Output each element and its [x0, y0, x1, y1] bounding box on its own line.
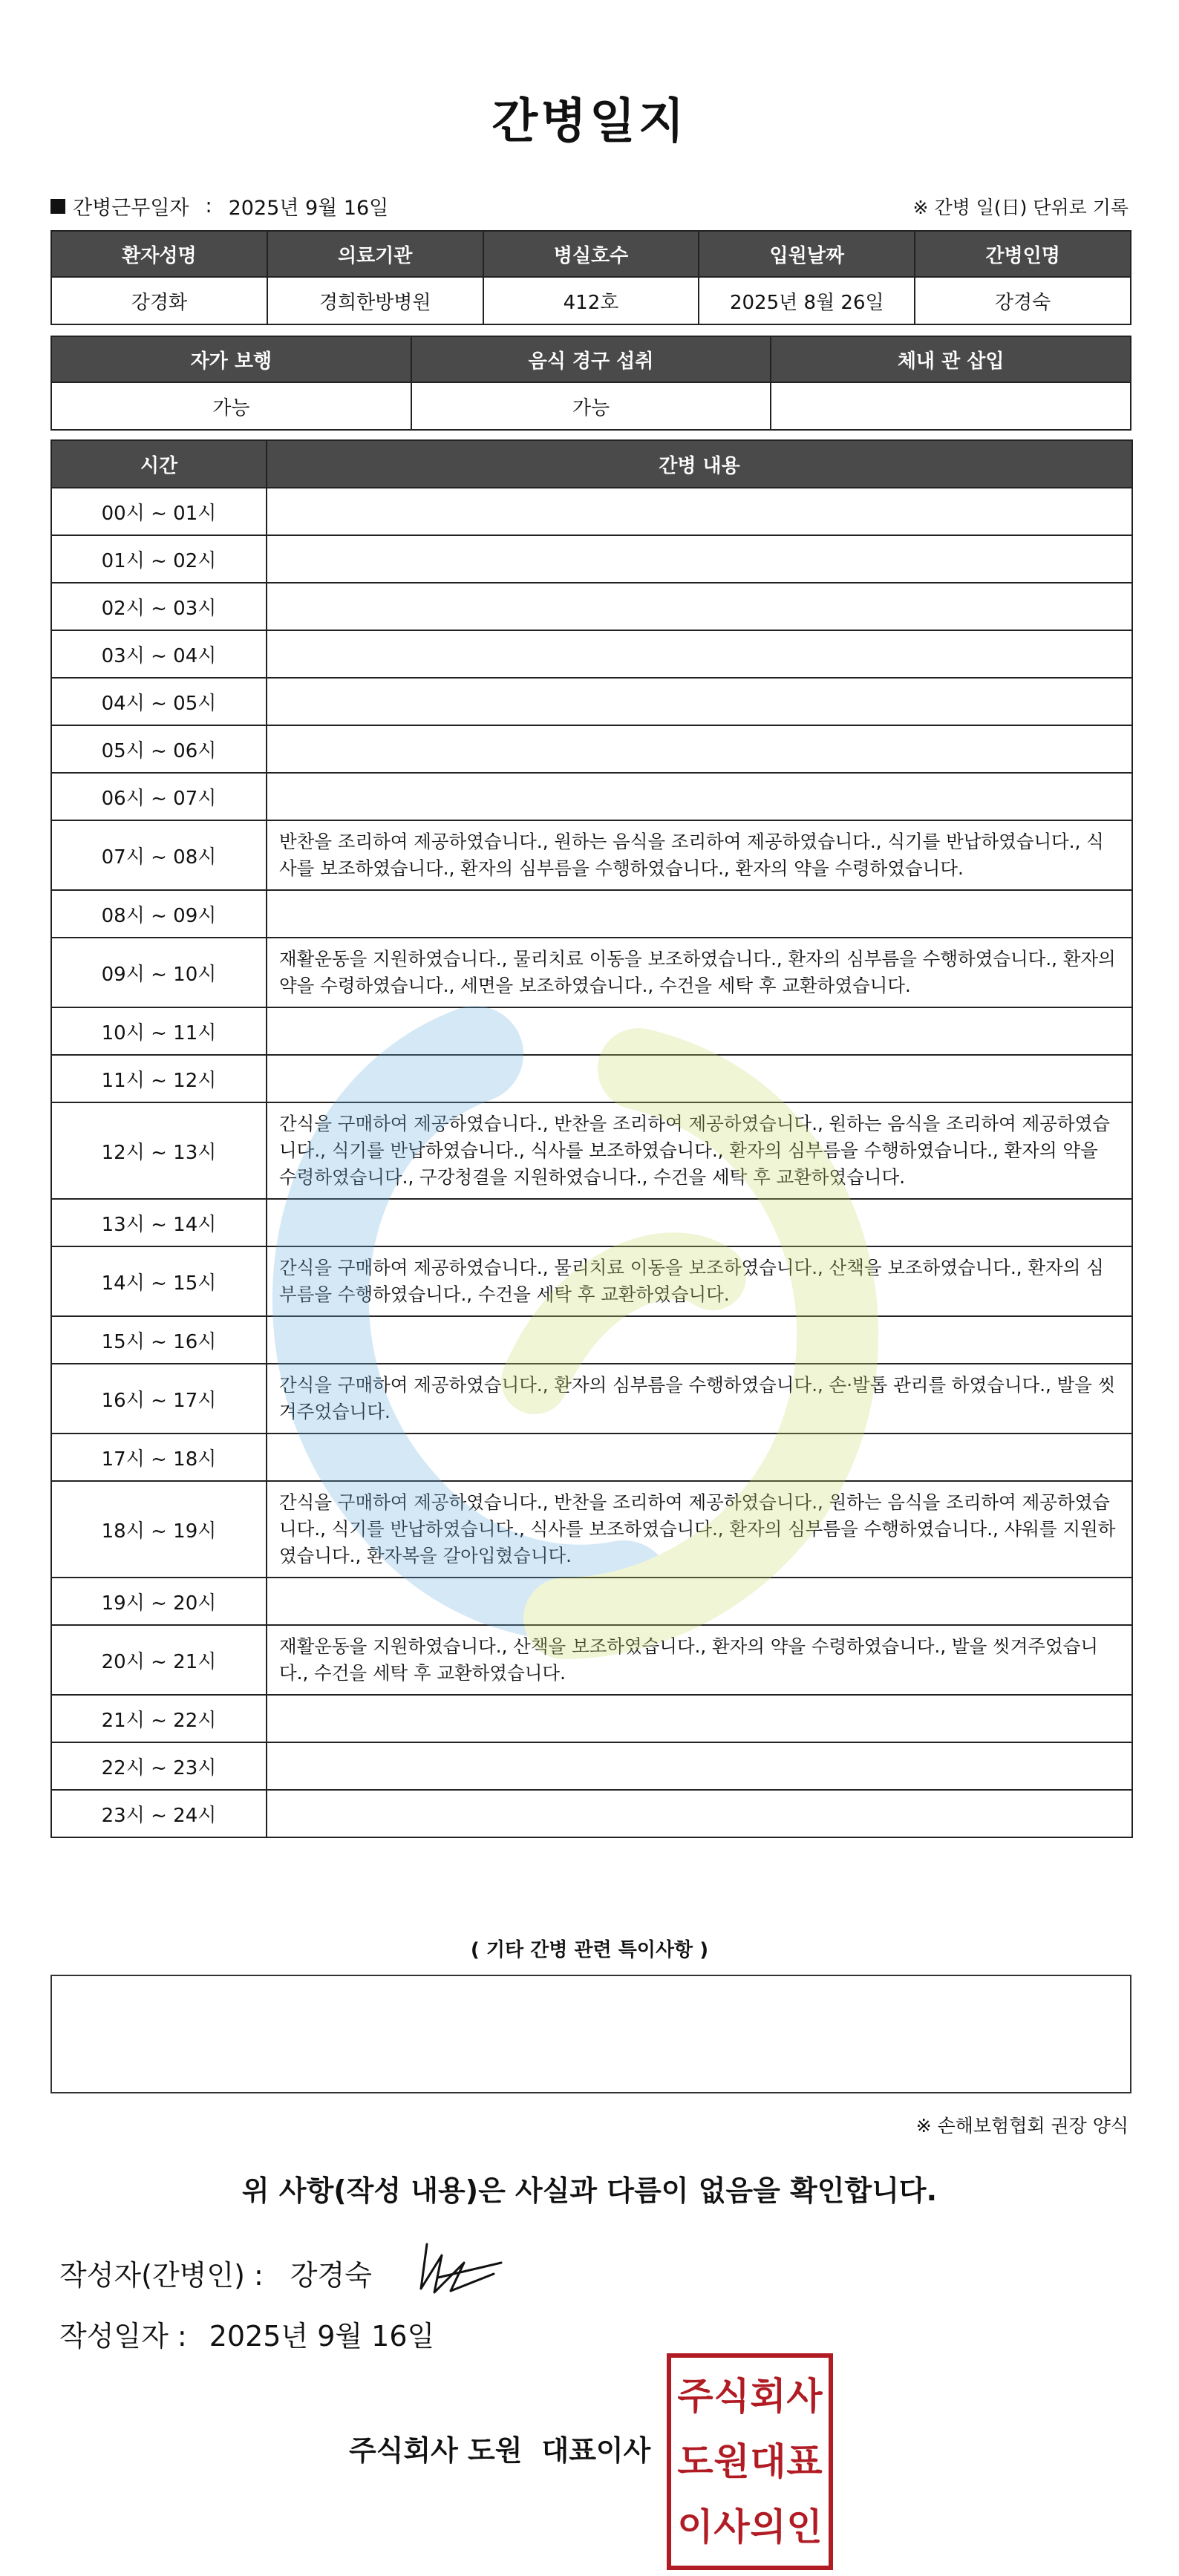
care-content-cell — [267, 1055, 1132, 1102]
care-content-cell — [267, 1790, 1132, 1837]
oral-intake-cell: 가능 — [411, 382, 771, 430]
tube-insertion-header: 체내 관 삽입 — [771, 336, 1131, 382]
tube-insertion-cell — [771, 382, 1131, 430]
care-content-header: 간병 내용 — [267, 440, 1132, 488]
time-cell: 11시 ~ 12시 — [51, 1055, 267, 1102]
seal-char: 이 — [677, 2505, 713, 2549]
care-content-cell: 재활운동을 지원하였습니다., 산책을 보조하였습니다., 환자의 약을 수령하였습니다., 발을 씻겨주었습니다., 수건을 세탁 후 교환하였습니다. — [267, 1625, 1132, 1695]
company-title: 대표이사 — [541, 2434, 651, 2467]
time-cell: 18시 ~ 19시 — [51, 1481, 267, 1578]
time-cell: 13시 ~ 14시 — [51, 1199, 267, 1246]
time-header: 시간 — [51, 440, 267, 488]
written-date-row — [59, 2313, 434, 2354]
care-log-row — [51, 773, 1132, 820]
source-note: ※ 손해보험협회 권장 양식 — [915, 2115, 1129, 2137]
care-content-cell — [267, 583, 1132, 630]
patient-info-value-row — [51, 277, 1131, 324]
seal-char: 원 — [713, 2439, 750, 2483]
time-cell: 02시 ~ 03시 — [51, 583, 267, 630]
company-name: 주식회사 도원 — [349, 2434, 523, 2467]
time-cell: 01시 ~ 02시 — [51, 535, 267, 583]
care-log-header-row — [51, 440, 1132, 488]
work-date-value: 2025년 9월 16일 — [228, 197, 389, 220]
care-log-row — [51, 1199, 1132, 1246]
time-cell: 04시 ~ 05시 — [51, 678, 267, 725]
work-date-label: 간병근무일자 — [73, 197, 189, 220]
time-cell: 21시 ~ 22시 — [51, 1695, 267, 1742]
hospital-cell: 경희한방병원 — [267, 277, 483, 324]
care-log-row — [51, 1364, 1132, 1434]
patient-status-table — [50, 336, 1131, 431]
care-log-row — [51, 1434, 1132, 1481]
unit-note: ※ 간병 일(日) 단위로 기록 — [912, 197, 1129, 218]
care-log-row — [51, 1625, 1132, 1695]
seal-char: 도 — [677, 2439, 713, 2483]
room-header: 병실호수 — [483, 231, 699, 277]
seal-char: 주 — [677, 2374, 713, 2418]
care-log-row — [51, 1742, 1132, 1790]
care-content-cell — [267, 630, 1132, 678]
admission-date-header: 입원날짜 — [699, 231, 915, 277]
time-cell: 23시 ~ 24시 — [51, 1790, 267, 1837]
care-content-cell: 재활운동을 지원하였습니다., 물리치료 이동을 보조하였습니다., 환자의 심부름을 수행하였습니다., 환자의 약을 수령하였습니다., 세면을 보조하였습니다., 수건을 세탁 후 교환하였습니다. — [267, 938, 1132, 1007]
care-log-row — [51, 1007, 1132, 1055]
seal-char: 회 — [750, 2374, 786, 2418]
care-content-cell — [267, 1742, 1132, 1790]
care-content-cell — [267, 1434, 1132, 1481]
room-cell: 412호 — [483, 277, 699, 324]
care-log-row — [51, 583, 1132, 630]
seal-char: 식 — [713, 2374, 750, 2418]
seal-char: 의 — [750, 2505, 786, 2549]
care-content-cell: 반찬을 조리하여 제공하였습니다., 원하는 음식을 조리하여 제공하였습니다., 식기를 반납하였습니다., 식사를 보조하였습니다., 환자의 심부름을 수행하였습니다., 환자의 약을 수령하였습니다. — [267, 820, 1132, 890]
square-bullet-icon — [50, 199, 65, 214]
care-content-cell — [267, 725, 1132, 773]
care-log-row — [51, 535, 1132, 583]
care-content-cell — [267, 1316, 1132, 1364]
care-content-cell — [267, 1695, 1132, 1742]
care-content-cell — [267, 773, 1132, 820]
time-cell: 03시 ~ 04시 — [51, 630, 267, 678]
signature-icon — [412, 2233, 509, 2300]
confirmation-statement: 위 사항(작성 내용)은 사실과 다름이 없음을 확인합니다. — [241, 2174, 938, 2207]
care-content-cell: 간식을 구매하여 제공하였습니다., 환자의 심부름을 수행하였습니다., 손·발톱 관리를 하였습니다., 발을 씻겨주었습니다. — [267, 1364, 1132, 1434]
time-cell: 12시 ~ 13시 — [51, 1102, 267, 1199]
written-date-label: 작성일자 : — [59, 2320, 187, 2353]
written-date-value: 2025년 9월 16일 — [209, 2320, 435, 2353]
time-cell: 19시 ~ 20시 — [51, 1578, 267, 1625]
time-cell: 06시 ~ 07시 — [51, 773, 267, 820]
patient-name-cell: 강경화 — [51, 277, 267, 324]
care-log-row — [51, 1246, 1132, 1316]
care-content-cell — [267, 488, 1132, 535]
care-log-row — [51, 488, 1132, 535]
time-cell: 14시 ~ 15시 — [51, 1246, 267, 1316]
time-cell: 10시 ~ 11시 — [51, 1007, 267, 1055]
patient-name-header: 환자성명 — [51, 231, 267, 277]
status-header-row — [51, 336, 1131, 382]
time-cell: 20시 ~ 21시 — [51, 1625, 267, 1695]
care-content-cell: 간식을 구매하여 제공하였습니다., 물리치료 이동을 보조하였습니다., 산책을 보조하였습니다., 환자의 심부름을 수행하였습니다., 수건을 세탁 후 교환하였습니다. — [267, 1246, 1132, 1316]
care-log-row — [51, 1102, 1132, 1199]
patient-info-header-row — [51, 231, 1131, 277]
care-log-row — [51, 938, 1132, 1007]
writer-name: 강경숙 — [290, 2259, 372, 2292]
seal-char: 인 — [786, 2505, 823, 2549]
care-log-row — [51, 1316, 1132, 1364]
status-value-row — [51, 382, 1131, 430]
care-log-row — [51, 1578, 1132, 1625]
work-date-row — [50, 192, 388, 220]
time-cell: 15시 ~ 16시 — [51, 1316, 267, 1364]
care-log-body — [51, 488, 1132, 1837]
special-notes-box — [50, 1975, 1131, 2093]
care-content-cell — [267, 1199, 1132, 1246]
care-content-cell: 간식을 구매하여 제공하였습니다., 반찬을 조리하여 제공하였습니다., 원하는 음식을 조리하여 제공하였습니다., 식기를 반납하였습니다., 식사를 보조하였습니다., 환자의 심부름을 수행하였습니다., 환자의 약을 수령하였습니다., 구강청결을 지원하였습니다., 수건을 세탁 후 교환하였습니다. — [267, 1102, 1132, 1199]
care-log-row — [51, 630, 1132, 678]
seal-char: 사 — [713, 2505, 750, 2549]
time-cell: 00시 ~ 01시 — [51, 488, 267, 535]
company-seal — [667, 2353, 833, 2570]
care-content-cell — [267, 1007, 1132, 1055]
care-log-row — [51, 1695, 1132, 1742]
caregiver-name-header: 간병인명 — [915, 231, 1131, 277]
self-walking-cell: 가능 — [51, 382, 411, 430]
time-cell: 09시 ~ 10시 — [51, 938, 267, 1007]
care-content-cell: 간식을 구매하여 제공하였습니다., 반찬을 조리하여 제공하였습니다., 원하는 음식을 조리하여 제공하였습니다., 식기를 반납하였습니다., 식사를 보조하였습니다., 환자의 심부름을 수행하였습니다., 샤워를 지원하였습니다., 환자복을 갈아입혔습니다. — [267, 1481, 1132, 1578]
oral-intake-header: 음식 경구 섭취 — [411, 336, 771, 382]
patient-info-table — [50, 230, 1131, 325]
admission-date-cell: 2025년 8월 26일 — [699, 277, 915, 324]
care-content-cell — [267, 890, 1132, 938]
care-content-cell — [267, 1578, 1132, 1625]
time-cell: 05시 ~ 06시 — [51, 725, 267, 773]
care-log-row — [51, 1790, 1132, 1837]
company-row — [349, 2428, 650, 2468]
work-date-colon: : — [205, 194, 212, 218]
seal-char: 사 — [786, 2374, 823, 2418]
page-title: 간병일지 — [491, 94, 688, 149]
care-log-row — [51, 1055, 1132, 1102]
special-notes-title: ( 기타 간병 관련 특이사항 ) — [470, 1939, 709, 1961]
seal-char: 대 — [750, 2439, 786, 2483]
time-cell: 08시 ~ 09시 — [51, 890, 267, 938]
care-log-row — [51, 678, 1132, 725]
care-log-row — [51, 890, 1132, 938]
hospital-header: 의료기관 — [267, 231, 483, 277]
care-log-row — [51, 1481, 1132, 1578]
care-content-cell — [267, 535, 1132, 583]
self-walking-header: 자가 보행 — [51, 336, 411, 382]
writer-row — [59, 2252, 372, 2293]
writer-label: 작성자(간병인) : — [59, 2259, 264, 2292]
care-log-row — [51, 725, 1132, 773]
time-cell: 16시 ~ 17시 — [51, 1364, 267, 1434]
care-log-row — [51, 820, 1132, 890]
care-log-table — [50, 439, 1133, 1838]
time-cell: 07시 ~ 08시 — [51, 820, 267, 890]
seal-char: 표 — [786, 2439, 823, 2483]
caregiver-name-cell: 강경숙 — [915, 277, 1131, 324]
time-cell: 22시 ~ 23시 — [51, 1742, 267, 1790]
time-cell: 17시 ~ 18시 — [51, 1434, 267, 1481]
care-content-cell — [267, 678, 1132, 725]
